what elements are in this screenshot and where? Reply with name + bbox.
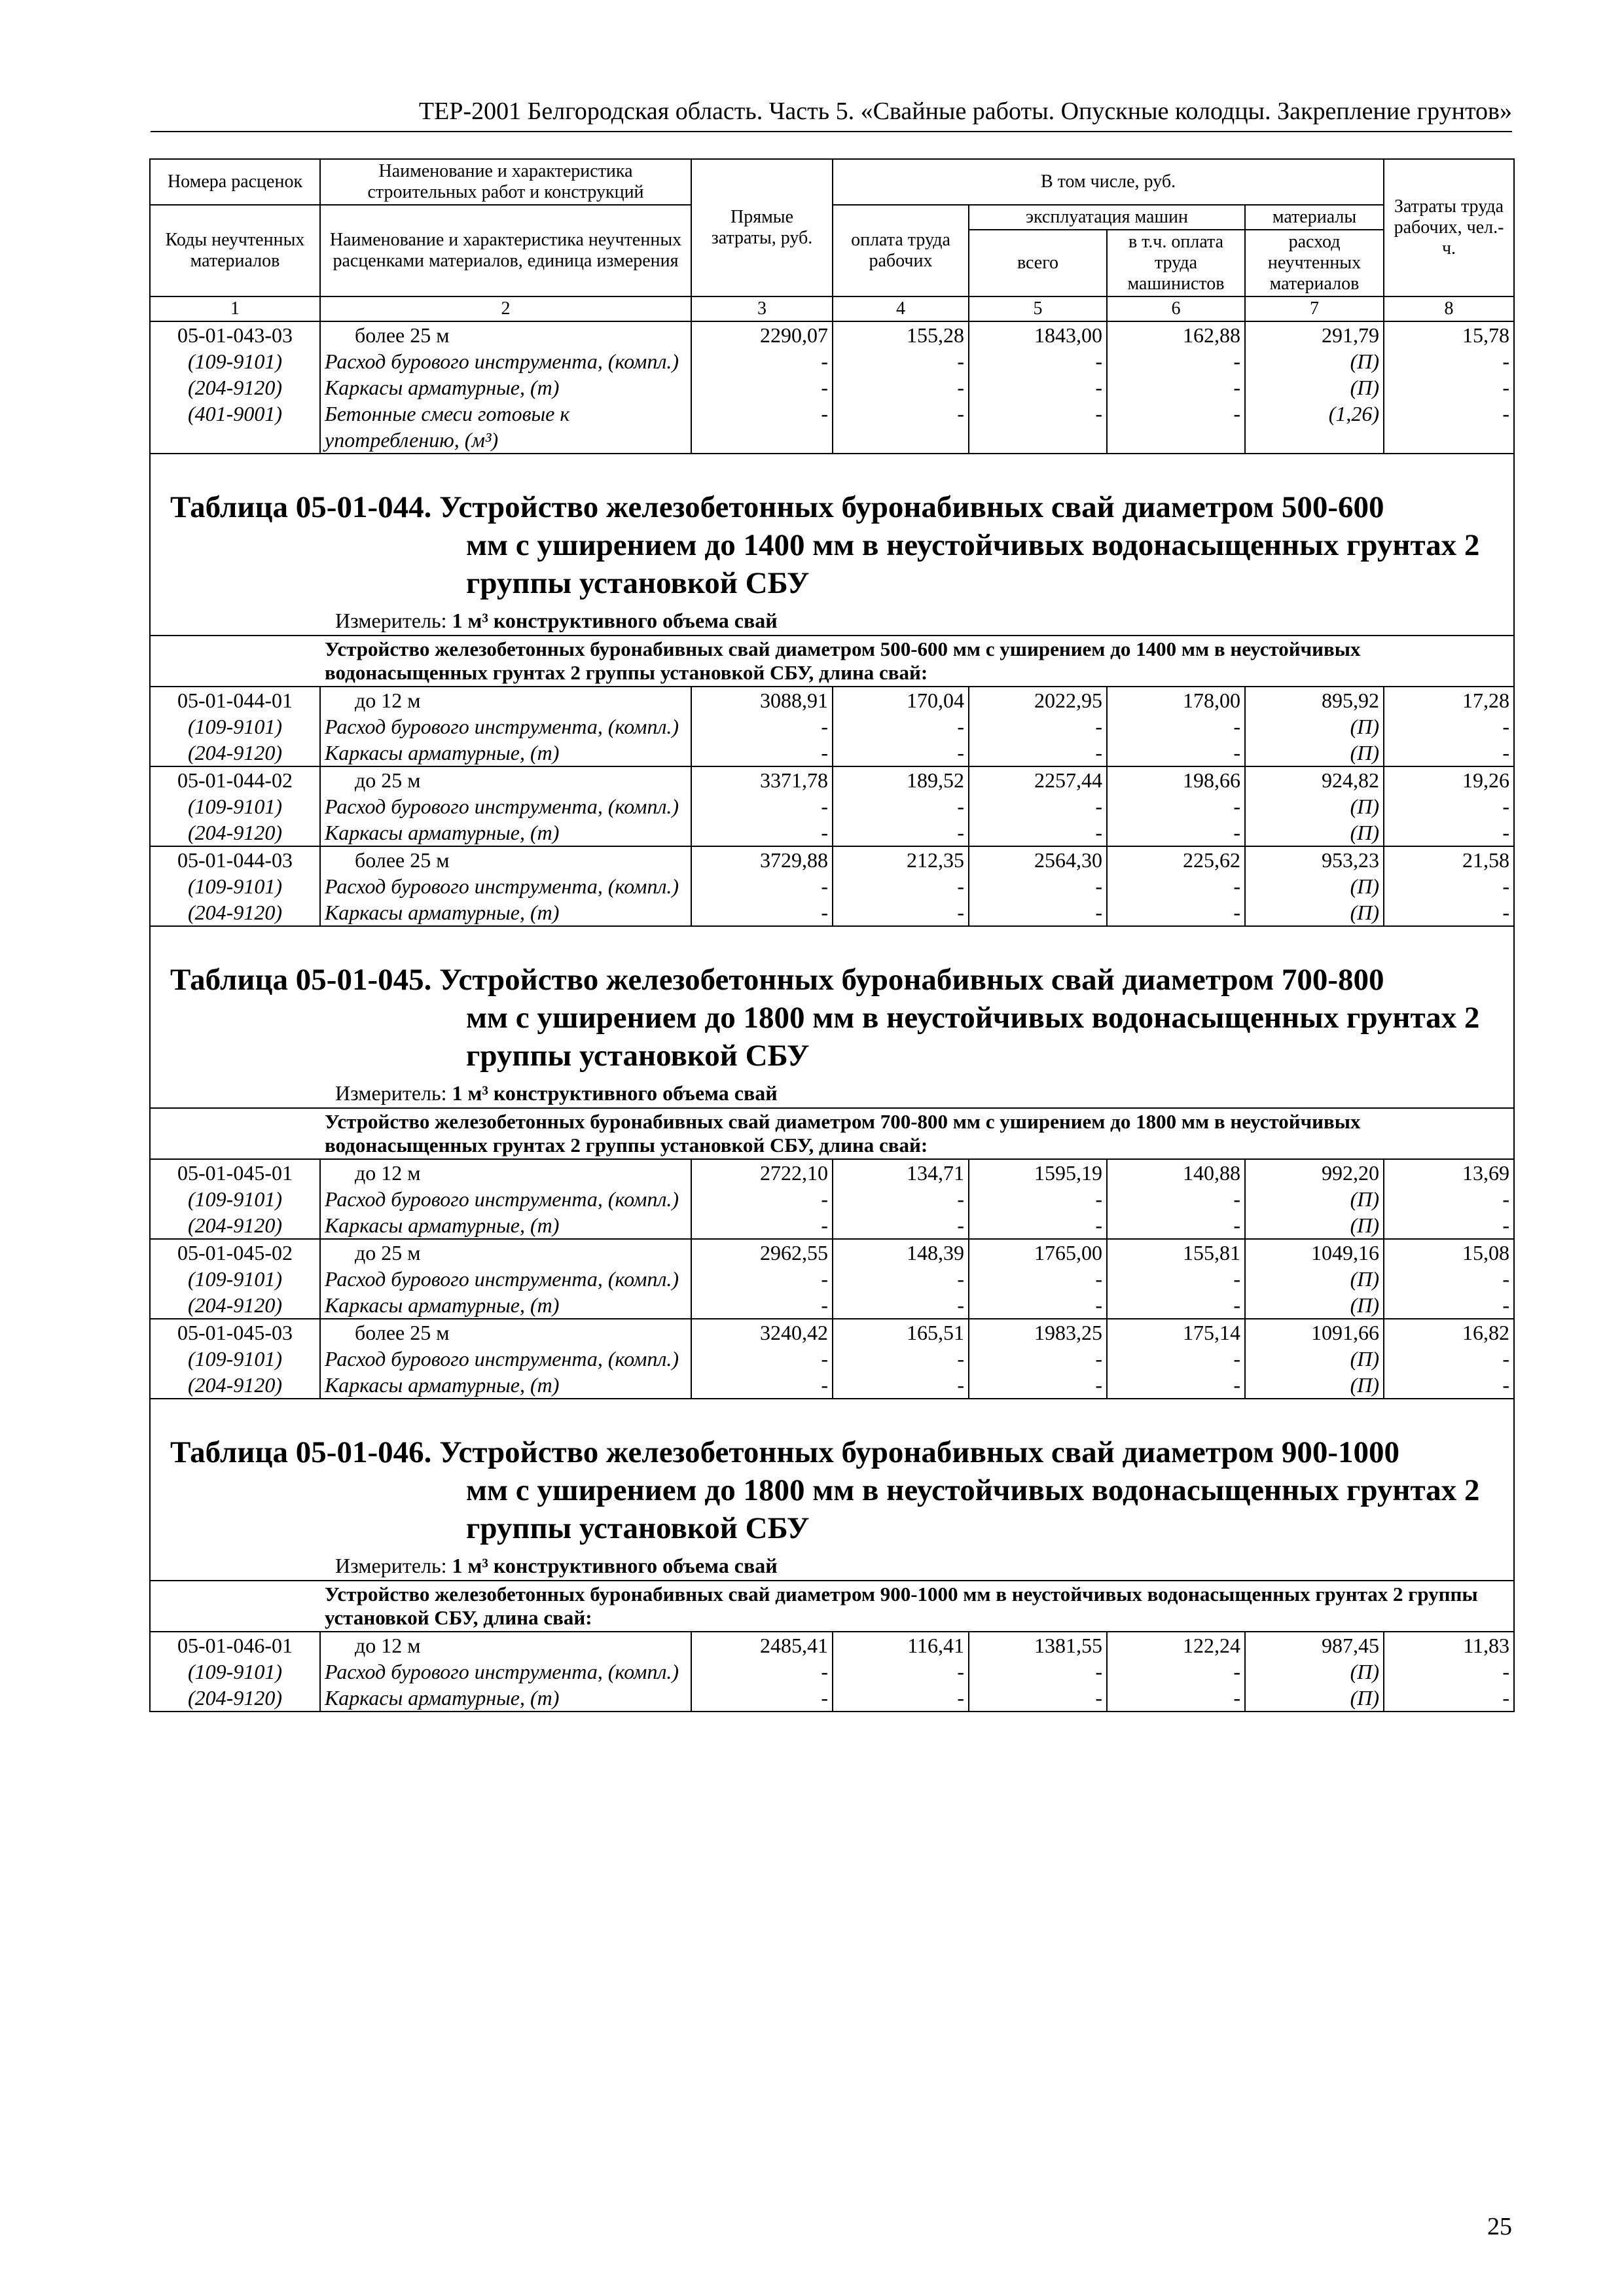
material-code-cell: (204-9120) <box>150 1372 320 1399</box>
page-number: 25 <box>1487 2213 1512 2240</box>
table-title <box>151 1399 1513 1551</box>
page-header: ТЕР-2001 Белгородская область. Часть 5. «Свайные работы. Опускные колодцы. Закрепление грунтов» <box>418 98 1512 125</box>
machinists-cell: - <box>1107 713 1245 740</box>
machinists-cell: - <box>1107 348 1245 374</box>
materials-cell: 924,82 <box>1245 766 1384 793</box>
materials-cell: (П) <box>1245 1186 1384 1212</box>
direct-cost-cell: - <box>691 819 833 846</box>
machines-cell: 1983,25 <box>969 1319 1107 1346</box>
machines-cell: - <box>969 1346 1107 1372</box>
table-title <box>151 927 1513 1079</box>
labor-cell: - <box>1384 348 1514 374</box>
machinists-cell: - <box>1107 1659 1245 1685</box>
machines-cell: - <box>969 793 1107 819</box>
wages-cell: 165,51 <box>833 1319 969 1346</box>
table-title-line: Таблица 05-01-045. Устройство железобетонных буронабивных свай диаметром 700-800 <box>170 963 1384 997</box>
rate-row <box>150 846 1514 873</box>
material-code-cell: (204-9120) <box>150 819 320 846</box>
material-code-cell: (204-9120) <box>150 1212 320 1239</box>
wages-cell: - <box>833 1685 969 1712</box>
rate-code-cell: 05-01-045-03 <box>150 1319 320 1346</box>
rate-row <box>150 321 1514 348</box>
materials-cell: (П) <box>1245 1212 1384 1239</box>
labor-cell: - <box>1384 1372 1514 1399</box>
direct-cost-cell: - <box>691 1346 833 1372</box>
rate-name-cell: до 25 м <box>320 1239 691 1266</box>
material-name-cell: Каркасы арматурные, (т) <box>320 819 691 846</box>
col-labor-header: Затраты труда рабочих, чел.-ч. <box>1384 159 1514 296</box>
machinists-cell: - <box>1107 1266 1245 1292</box>
machinists-cell: 162,88 <box>1107 321 1245 348</box>
direct-cost-cell: 3240,42 <box>691 1319 833 1346</box>
material-code-cell: (109-9101) <box>150 873 320 899</box>
machines-cell: 1843,00 <box>969 321 1107 348</box>
machines-cell: - <box>969 1266 1107 1292</box>
direct-cost-cell: - <box>691 713 833 740</box>
machines-cell: 2022,95 <box>969 687 1107 713</box>
direct-cost-cell: - <box>691 873 833 899</box>
col-number: 2 <box>320 296 691 321</box>
material-row <box>150 899 1514 926</box>
table-measure <box>151 1551 1513 1580</box>
col-number: 3 <box>691 296 833 321</box>
machinists-cell: 175,14 <box>1107 1319 1245 1346</box>
material-name-cell: Расход бурового инструмента, (компл.) <box>320 1346 691 1372</box>
col-number: 1 <box>150 296 320 321</box>
machinists-cell: - <box>1107 873 1245 899</box>
materials-cell: (П) <box>1245 740 1384 766</box>
materials-cell: (П) <box>1245 873 1384 899</box>
material-row <box>150 1659 1514 1685</box>
material-code-cell: (109-9101) <box>150 1186 320 1212</box>
labor-cell: - <box>1384 713 1514 740</box>
material-name-cell: Бетонные смеси готовые к употреблению, (м³) <box>320 401 691 454</box>
machinists-cell: 198,66 <box>1107 766 1245 793</box>
including-header: В том числе, руб. <box>833 159 1384 205</box>
materials-cell: 1091,66 <box>1245 1319 1384 1346</box>
wages-cell: - <box>833 793 969 819</box>
material-name-cell: Каркасы арматурные, (т) <box>320 740 691 766</box>
materials-cell: (П) <box>1245 899 1384 926</box>
material-code-cell: (204-9120) <box>150 740 320 766</box>
direct-cost-cell: 2290,07 <box>691 321 833 348</box>
table-title-line: Таблица 05-01-046. Устройство железобетонных буронабивных свай диаметром 900-1000 <box>170 1435 1400 1469</box>
direct-cost-cell: - <box>691 740 833 766</box>
material-row <box>150 374 1514 401</box>
labor-cell: - <box>1384 873 1514 899</box>
material-row <box>150 740 1514 766</box>
material-row <box>150 1266 1514 1292</box>
machines-cell: - <box>969 1372 1107 1399</box>
table-measure <box>151 606 1513 635</box>
labor-cell: 15,78 <box>1384 321 1514 348</box>
measure-label: Измеритель: <box>335 1081 447 1105</box>
materials-cell: 953,23 <box>1245 846 1384 873</box>
section-heading: Устройство железобетонных буронабивных свай диаметром 700-800 мм с уширением до 1800 мм в неустойчивых водонасыщенных грунтах 2 группы установкой СБУ, длина свай: <box>150 1108 1514 1159</box>
direct-cost-cell: 3729,88 <box>691 846 833 873</box>
rate-code-cell: 05-01-043-03 <box>150 321 320 348</box>
machines-cell: - <box>969 348 1107 374</box>
rate-code-cell: 05-01-046-01 <box>150 1632 320 1659</box>
labor-cell: - <box>1384 899 1514 926</box>
machinists-cell: - <box>1107 1292 1245 1319</box>
section-heading: Устройство железобетонных буронабивных свай диаметром 500-600 мм с уширением до 1400 мм в неустойчивых водонасыщенных грунтах 2 группы установкой СБУ, длина свай: <box>150 636 1514 687</box>
material-row <box>150 1212 1514 1239</box>
wages-cell: 148,39 <box>833 1239 969 1266</box>
section-row <box>150 636 1514 687</box>
material-name-cell: Каркасы арматурные, (т) <box>320 899 691 926</box>
rate-name-cell: до 12 м <box>320 1632 691 1659</box>
col-material-codes-header: Коды неучтенных материалов <box>150 205 320 296</box>
rates-table <box>149 158 1515 1712</box>
wages-cell: - <box>833 1292 969 1319</box>
wages-cell: - <box>833 401 969 454</box>
direct-cost-cell: - <box>691 1266 833 1292</box>
material-name-cell: Каркасы арматурные, (т) <box>320 1685 691 1712</box>
material-code-cell: (204-9120) <box>150 1685 320 1712</box>
measure-label: Измеритель: <box>335 1554 447 1577</box>
materials-cell: (П) <box>1245 1266 1384 1292</box>
rate-row <box>150 1632 1514 1659</box>
table-title-continuation: мм с уширением до 1800 мм в неустойчивых водонасыщенных грунтах 2 группы установкой СБУ <box>466 1001 1480 1073</box>
direct-cost-cell: 3371,78 <box>691 766 833 793</box>
machines-cell: - <box>969 1212 1107 1239</box>
machines-cell: - <box>969 1685 1107 1712</box>
col-machinists-header: в т.ч. оплата труда машинистов <box>1107 230 1245 296</box>
wages-cell: 212,35 <box>833 846 969 873</box>
material-row <box>150 1372 1514 1399</box>
wages-cell: - <box>833 348 969 374</box>
rate-row <box>150 1239 1514 1266</box>
wages-cell: - <box>833 1372 969 1399</box>
machinists-cell: 140,88 <box>1107 1159 1245 1186</box>
material-name-cell: Каркасы арматурные, (т) <box>320 1212 691 1239</box>
machines-cell: - <box>969 740 1107 766</box>
col-rate-numbers-header: Номера расценок <box>150 159 320 205</box>
direct-cost-cell: - <box>691 793 833 819</box>
table-title-cell <box>150 926 1514 1108</box>
machines-cell: - <box>969 713 1107 740</box>
labor-cell: 17,28 <box>1384 687 1514 713</box>
direct-cost-cell: - <box>691 1685 833 1712</box>
material-code-cell: (401-9001) <box>150 401 320 454</box>
materials-cell: (П) <box>1245 1685 1384 1712</box>
machines-cell: - <box>969 1186 1107 1212</box>
material-code-cell: (204-9120) <box>150 899 320 926</box>
labor-cell: - <box>1384 1186 1514 1212</box>
wages-cell: - <box>833 1266 969 1292</box>
table-title-row <box>150 926 1514 1108</box>
materials-cell: 992,20 <box>1245 1159 1384 1186</box>
col-number: 7 <box>1245 296 1384 321</box>
labor-cell: 11,83 <box>1384 1632 1514 1659</box>
machines-cell: 2257,44 <box>969 766 1107 793</box>
direct-cost-cell: - <box>691 1186 833 1212</box>
col-number: 5 <box>969 296 1107 321</box>
rate-name-cell: более 25 м <box>320 1319 691 1346</box>
rate-code-cell: 05-01-044-01 <box>150 687 320 713</box>
machines-cell: - <box>969 1659 1107 1685</box>
machines-cell: 2564,30 <box>969 846 1107 873</box>
rates-sheet <box>149 158 1513 1712</box>
materials-cell: (П) <box>1245 1372 1384 1399</box>
machines-cell: - <box>969 1292 1107 1319</box>
labor-cell: - <box>1384 374 1514 401</box>
direct-cost-cell: - <box>691 899 833 926</box>
rate-name-cell: до 25 м <box>320 766 691 793</box>
material-name-cell: Расход бурового инструмента, (компл.) <box>320 873 691 899</box>
machinists-cell: - <box>1107 401 1245 454</box>
machines-cell: 1381,55 <box>969 1632 1107 1659</box>
wages-cell: 189,52 <box>833 766 969 793</box>
material-code-cell: (109-9101) <box>150 348 320 374</box>
labor-cell: 15,08 <box>1384 1239 1514 1266</box>
table-title-cell <box>150 1399 1514 1581</box>
material-name-cell: Расход бурового инструмента, (компл.) <box>320 1659 691 1685</box>
col-number: 4 <box>833 296 969 321</box>
table-title-row <box>150 454 1514 636</box>
materials-cell: (П) <box>1245 713 1384 740</box>
material-row <box>150 1685 1514 1712</box>
rate-row <box>150 687 1514 713</box>
direct-cost-cell: 2722,10 <box>691 1159 833 1186</box>
header-rule <box>151 131 1512 132</box>
material-row <box>150 873 1514 899</box>
wages-cell: 170,04 <box>833 687 969 713</box>
labor-cell: 21,58 <box>1384 846 1514 873</box>
col-wages-header: оплата труда рабочих <box>833 205 969 296</box>
section-row <box>150 1581 1514 1632</box>
machinists-cell: - <box>1107 1685 1245 1712</box>
labor-cell: - <box>1384 793 1514 819</box>
rate-row <box>150 766 1514 793</box>
labor-cell: - <box>1384 1685 1514 1712</box>
direct-cost-cell: 3088,91 <box>691 687 833 713</box>
measure-value: 1 м³ конструктивного объема свай <box>452 1081 778 1105</box>
labor-cell: - <box>1384 401 1514 454</box>
machines-cell: - <box>969 873 1107 899</box>
materials-cell: (1,26) <box>1245 401 1384 454</box>
labor-cell: - <box>1384 819 1514 846</box>
materials-cell: (П) <box>1245 1292 1384 1319</box>
labor-cell: - <box>1384 740 1514 766</box>
direct-cost-cell: - <box>691 1212 833 1239</box>
direct-cost-cell: 2485,41 <box>691 1632 833 1659</box>
machines-cell: - <box>969 819 1107 846</box>
material-row <box>150 713 1514 740</box>
rate-code-cell: 05-01-045-02 <box>150 1239 320 1266</box>
material-row <box>150 1186 1514 1212</box>
rate-name-cell: более 25 м <box>320 846 691 873</box>
labor-cell: 16,82 <box>1384 1319 1514 1346</box>
material-name-cell: Каркасы арматурные, (т) <box>320 374 691 401</box>
wages-cell: - <box>833 1659 969 1685</box>
column-numbers-row <box>150 296 1514 321</box>
materials-cell: 895,92 <box>1245 687 1384 713</box>
rate-row <box>150 1159 1514 1186</box>
machinists-cell: - <box>1107 1346 1245 1372</box>
machinists-cell: - <box>1107 1372 1245 1399</box>
col-work-name-header: Наименование и характеристика строительных работ и конструкций <box>320 159 691 205</box>
materials-cell: (П) <box>1245 819 1384 846</box>
table-measure <box>151 1079 1513 1107</box>
table-title-line: Таблица 05-01-044. Устройство железобетонных буронабивных свай диаметром 500-600 <box>170 490 1384 524</box>
direct-cost-cell: - <box>691 1372 833 1399</box>
direct-cost-cell: - <box>691 348 833 374</box>
material-row <box>150 401 1514 454</box>
material-code-cell: (109-9101) <box>150 1659 320 1685</box>
machinists-cell: - <box>1107 819 1245 846</box>
labor-cell: - <box>1384 1292 1514 1319</box>
section-row <box>150 1108 1514 1159</box>
material-name-cell: Расход бурового инструмента, (компл.) <box>320 713 691 740</box>
material-row <box>150 348 1514 374</box>
wages-cell: 134,71 <box>833 1159 969 1186</box>
material-name-cell: Расход бурового инструмента, (компл.) <box>320 348 691 374</box>
wages-cell: - <box>833 819 969 846</box>
wages-cell: - <box>833 1346 969 1372</box>
labor-cell: - <box>1384 1212 1514 1239</box>
wages-cell: - <box>833 873 969 899</box>
rate-code-cell: 05-01-044-03 <box>150 846 320 873</box>
machines-cell: 1765,00 <box>969 1239 1107 1266</box>
wages-cell: - <box>833 1186 969 1212</box>
machines-cell: 1595,19 <box>969 1159 1107 1186</box>
direct-cost-cell: 2962,55 <box>691 1239 833 1266</box>
measure-label: Измеритель: <box>335 609 447 632</box>
material-code-cell: (109-9101) <box>150 713 320 740</box>
materials-cell: (П) <box>1245 374 1384 401</box>
labor-cell: 13,69 <box>1384 1159 1514 1186</box>
materials-cell: 987,45 <box>1245 1632 1384 1659</box>
machinists-cell: - <box>1107 899 1245 926</box>
machinists-cell: 225,62 <box>1107 846 1245 873</box>
wages-cell: - <box>833 374 969 401</box>
wages-cell: - <box>833 740 969 766</box>
labor-cell: 19,26 <box>1384 766 1514 793</box>
rate-name-cell: до 12 м <box>320 687 691 713</box>
material-row <box>150 1346 1514 1372</box>
direct-cost-cell: - <box>691 374 833 401</box>
materials-cell: 1049,16 <box>1245 1239 1384 1266</box>
table-body <box>150 159 1514 1712</box>
labor-cell: - <box>1384 1346 1514 1372</box>
material-code-cell: (204-9120) <box>150 1292 320 1319</box>
rate-code-cell: 05-01-044-02 <box>150 766 320 793</box>
table-title-row <box>150 1399 1514 1581</box>
col-materials-unaccounted-header: расход неучтенных материалов <box>1245 230 1384 296</box>
material-code-cell: (204-9120) <box>150 374 320 401</box>
machinists-cell: - <box>1107 1212 1245 1239</box>
direct-cost-cell: - <box>691 1659 833 1685</box>
machinists-cell: - <box>1107 1186 1245 1212</box>
header-row-1 <box>150 159 1514 205</box>
material-row <box>150 1292 1514 1319</box>
direct-cost-cell: - <box>691 401 833 454</box>
wages-cell: - <box>833 899 969 926</box>
table-title-cell <box>150 454 1514 636</box>
wages-cell: 155,28 <box>833 321 969 348</box>
labor-cell: - <box>1384 1266 1514 1292</box>
wages-cell: 116,41 <box>833 1632 969 1659</box>
table-title-continuation: мм с уширением до 1800 мм в неустойчивых водонасыщенных грунтах 2 группы установкой СБУ <box>466 1473 1480 1545</box>
materials-cell: (П) <box>1245 1659 1384 1685</box>
col-machines-total-header: всего <box>969 230 1107 296</box>
material-code-cell: (109-9101) <box>150 1266 320 1292</box>
rate-name-cell: более 25 м <box>320 321 691 348</box>
labor-cell: - <box>1384 1659 1514 1685</box>
col-number: 6 <box>1107 296 1245 321</box>
section-heading: Устройство железобетонных буронабивных свай диаметром 900-1000 мм в неустойчивых водонасыщенных грунтах 2 группы установкой СБУ, длина свай: <box>150 1581 1514 1632</box>
material-name-cell: Расход бурового инструмента, (компл.) <box>320 1186 691 1212</box>
wages-cell: - <box>833 1212 969 1239</box>
machines-cell: - <box>969 401 1107 454</box>
material-row <box>150 819 1514 846</box>
machines-cell: - <box>969 899 1107 926</box>
material-code-cell: (109-9101) <box>150 793 320 819</box>
machinists-cell: 178,00 <box>1107 687 1245 713</box>
rate-row <box>150 1319 1514 1346</box>
machinists-cell: 155,81 <box>1107 1239 1245 1266</box>
materials-cell: 291,79 <box>1245 321 1384 348</box>
material-name-cell: Каркасы арматурные, (т) <box>320 1372 691 1399</box>
material-name-cell: Расход бурового инструмента, (компл.) <box>320 793 691 819</box>
direct-cost-cell: - <box>691 1292 833 1319</box>
wages-cell: - <box>833 713 969 740</box>
rate-code-cell: 05-01-045-01 <box>150 1159 320 1186</box>
material-name-cell: Расход бурового инструмента, (компл.) <box>320 1266 691 1292</box>
measure-value: 1 м³ конструктивного объема свай <box>452 609 778 632</box>
col-materials-header: материалы <box>1245 205 1384 230</box>
materials-cell: (П) <box>1245 793 1384 819</box>
machines-cell: - <box>969 374 1107 401</box>
machinists-cell: - <box>1107 374 1245 401</box>
material-code-cell: (109-9101) <box>150 1346 320 1372</box>
table-title-continuation: мм с уширением до 1400 мм в неустойчивых водонасыщенных грунтах 2 группы установкой СБУ <box>466 528 1480 600</box>
machinists-cell: - <box>1107 740 1245 766</box>
col-machines-header: эксплуатация машин <box>969 205 1245 230</box>
table-title <box>151 454 1513 606</box>
materials-cell: (П) <box>1245 1346 1384 1372</box>
col-number: 8 <box>1384 296 1514 321</box>
col-material-name-header: Наименование и характеристика неучтенных расценками материалов, единица измерения <box>320 205 691 296</box>
machinists-cell: 122,24 <box>1107 1632 1245 1659</box>
col-direct-costs-header: Прямые затраты, руб. <box>691 159 833 296</box>
measure-value: 1 м³ конструктивного объема свай <box>452 1554 778 1577</box>
material-name-cell: Каркасы арматурные, (т) <box>320 1292 691 1319</box>
material-row <box>150 793 1514 819</box>
materials-cell: (П) <box>1245 348 1384 374</box>
rate-name-cell: до 12 м <box>320 1159 691 1186</box>
machinists-cell: - <box>1107 793 1245 819</box>
